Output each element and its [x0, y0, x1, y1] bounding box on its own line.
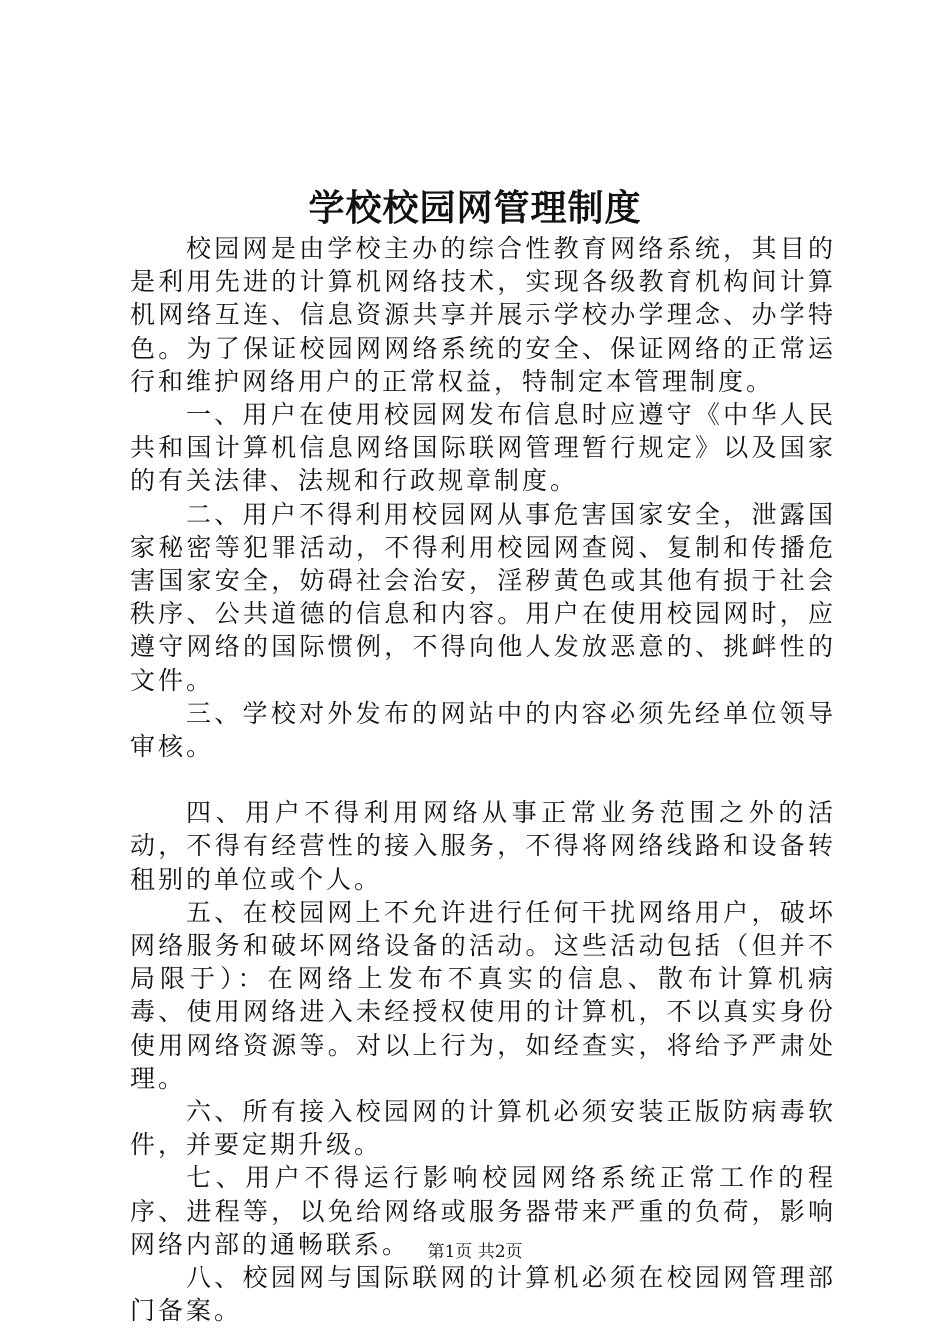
rule-paragraph-8: 八、校园网与国际联网的计算机必须在校园网管理部门备案。: [130, 1263, 836, 1326]
rule-paragraph-6: 六、所有接入校园网的计算机必须安装正版防病毒软件，并要定期升级。: [130, 1097, 836, 1160]
document-body: [130, 232, 836, 1328]
rule-paragraph-2: 二、用户不得利用校园网从事危害国家安全，泄露国家秘密等犯罪活动，不得利用校园网查阅、复制和传播危害国家安全，妨碍社会治安，淫秽黄色或其他有损于社会秩序、公共道德的信息和内容。用户在使用校园网时，应遵守网络的国际惯例，不得向他人发放恶意的、挑衅性的文件。: [130, 499, 836, 695]
rule-paragraph-3: 三、学校对外发布的网站中的内容必须先经单位领导审核。: [130, 698, 836, 762]
rule-paragraph-7: 七、用户不得运行影响校园网络系统正常工作的程序、进程等，以免给网络或服务器带来严重的负荷，影响网络内部的通畅联系。: [130, 1163, 836, 1259]
rule-paragraph-5: 五、在校园网上不允许进行任何干扰网络用户，破坏网络服务和破坏网络设备的活动。这些活动包括（但并不局限于）：在网络上发布不真实的信息、散布计算机病毒、使用网络进入未经授权使用的计算机，不以真实身份使用网络资源等。对以上行为，如经查实，将给予严肃处理。: [130, 897, 836, 1093]
intro-paragraph: 校园网是由学校主办的综合性教育网络系统，其目的是利用先进的计算机网络技术，实现各级教育机构间计算机网络互连、信息资源共享并展示学校办学理念、办学特色。为了保证校园网网络系统的安全、保证网络的正常运行和维护网络用户的正常权益，特制定本管理制度。: [130, 234, 836, 396]
page-indicator: 第1页 共2页: [427, 1242, 523, 1262]
rule-paragraph-1: 一、用户在使用校园网发布信息时应遵守《中华人民共和国计算机信息网络国际联网管理暂行规定》以及国家的有关法律、法规和行政规章制度。: [130, 400, 836, 496]
page-title: 学校校园网管理制度: [308, 187, 642, 229]
rule-paragraph-4: 四、用户不得利用网络从事正常业务范围之外的活动，不得有经营性的接入服务，不得将网络线路和设备转租别的单位或个人。: [130, 798, 836, 894]
page-footer: [0, 1240, 950, 1264]
